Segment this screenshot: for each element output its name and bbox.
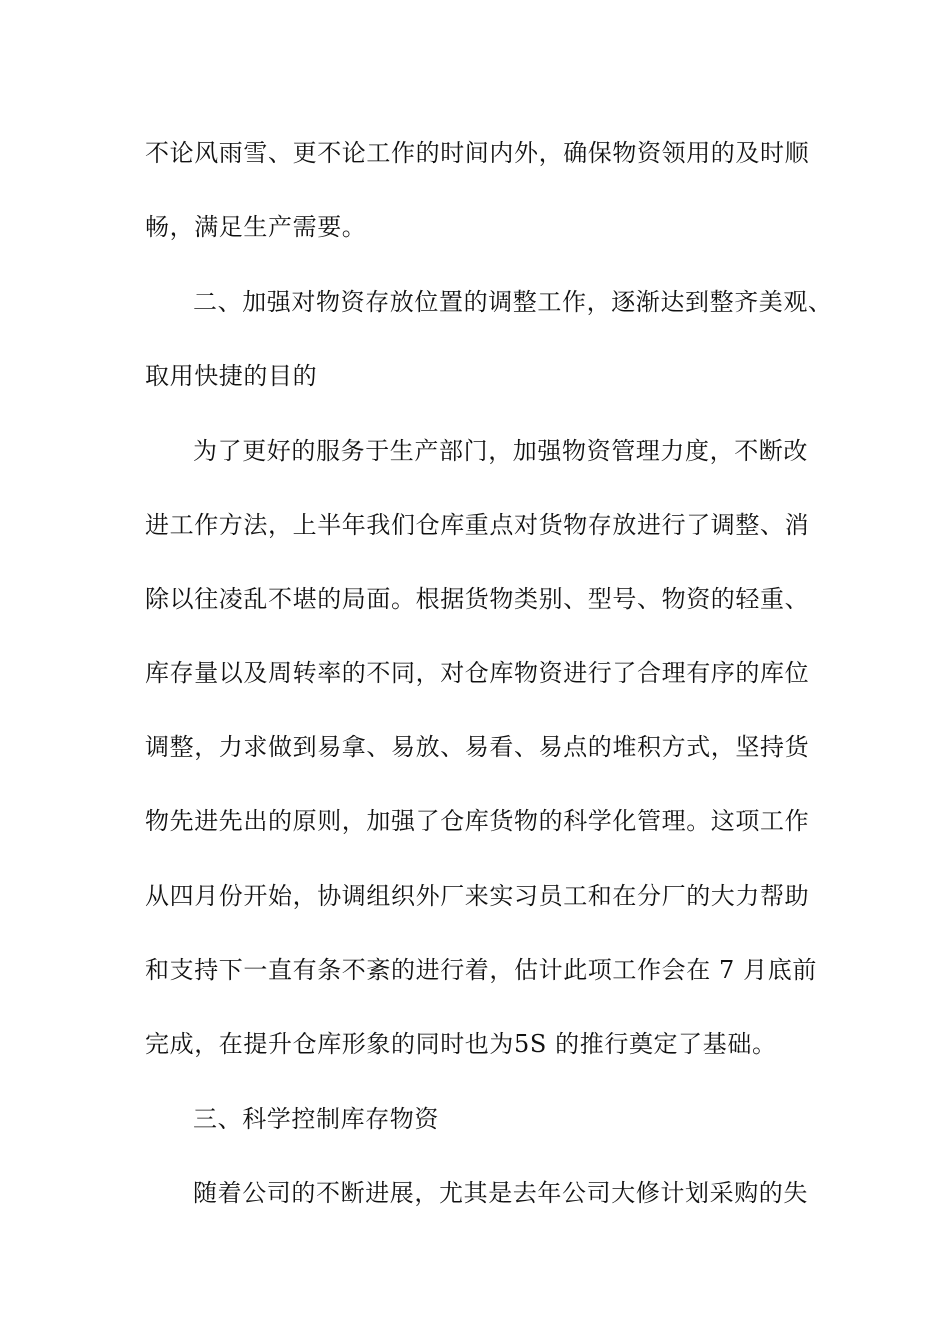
paragraph-line: 完成，在提升仓库形象的同时也为5S 的推行奠定了基础。: [145, 1030, 777, 1058]
section-heading: 取用快捷的目的: [145, 362, 318, 390]
paragraph-line: 物先进先出的原则，加强了仓库货物的科学化管理。这项工作: [145, 807, 810, 835]
paragraph-line: 随着公司的不断进展，尤其是去年公司大修计划采购的失: [193, 1179, 808, 1207]
paragraph-line: 除以往凌乱不堪的局面。根据货物类别、型号、物资的轻重、: [145, 585, 810, 613]
paragraph-line: 从四月份开始，协调组织外厂来实习员工和在分厂的大力帮助: [145, 882, 810, 910]
paragraph-line: 畅，满足生产需要。: [145, 213, 367, 241]
paragraph-line: 调整，力求做到易拿、易放、易看、易点的堆积方式，坚持货: [145, 733, 810, 761]
paragraph-line: 为了更好的服务于生产部门，加强物资管理力度，不断改: [193, 437, 808, 465]
paragraph-line: 库存量以及周转率的不同，对仓库物资进行了合理有序的库位: [145, 659, 810, 687]
paragraph-line: 不论风雨雪、更不论工作的时间内外，确保物资领用的及时顺: [145, 139, 810, 167]
section-heading: 二、加强对物资存放位置的调整工作，逐渐达到整齐美观、: [193, 288, 833, 316]
paragraph-line: 进工作方法，上半年我们仓库重点对货物存放进行了调整、消: [145, 511, 810, 539]
section-heading: 三、科学控制库存物资: [193, 1105, 439, 1133]
paragraph-line: 和支持下一直有条不紊的进行着，估计此项工作会在 7 月底前: [145, 956, 817, 984]
